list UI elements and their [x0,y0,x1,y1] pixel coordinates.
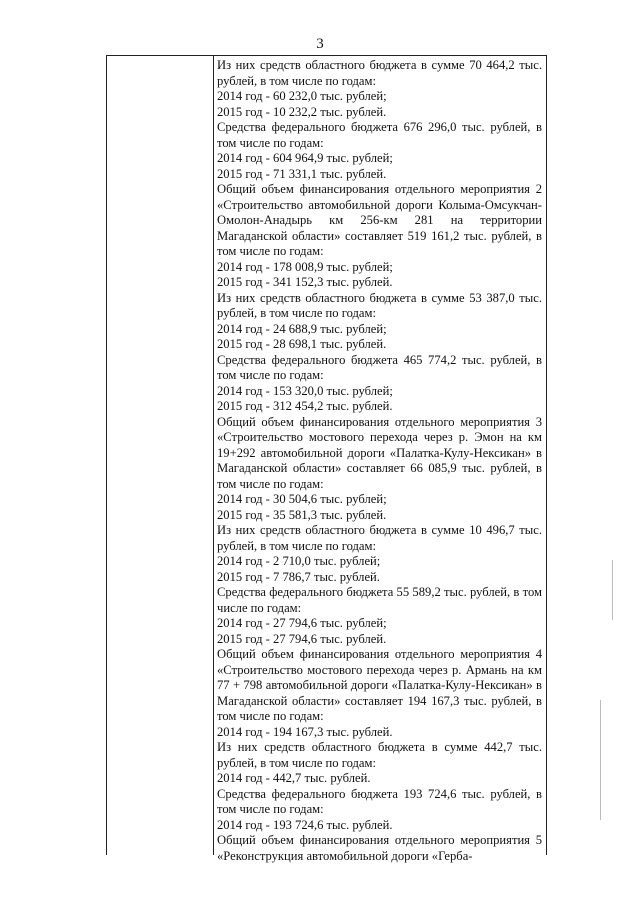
financing-text-cell [217,58,542,864]
text-paragraph: 2014 год - 442,7 тыс. рублей. [217,771,371,785]
text-paragraph: 2015 год - 341 152,3 тыс. рублей. [217,275,393,289]
text-paragraph: Общий объем финансирования отдельного мероприятия 3 «Строительство мостового перехода через р. Эмон на км 19+292 автомобильной дороги «Палатка-Кулу-Нексикан» в Магаданской области» составляет 66 085,9 тыс. рублей, в том числе по годам: [217,414,542,491]
text-paragraph: 2014 год - 178 008,9 тыс. рублей; [217,259,393,274]
scan-artifact [612,560,613,620]
text-paragraph: 2015 год - 71 331,1 тыс. рублей. [217,166,387,181]
page-number: 3 [316,36,324,52]
text-paragraph: 2015 год - 28 698,1 тыс. рублей. [217,337,387,351]
text-paragraph: Общий объем финансирования отдельного мероприятия 2 «Строительство автомобильной дороги Колыма-Омсукчан-Омолон-Анадырь км 256-км 281 на территории Магаданской области» составляет 519 161,2 тыс. рублей, в том числе по годам: [217,182,542,258]
text-paragraph: Средства федерального бюджета 676 296,0 тыс. рублей, в том числе по годам: [217,120,542,150]
text-paragraph: Общий объем финансирования отдельного мероприятия 5 «Реконструкция автомобильной дороги «Герба- [217,833,542,863]
text-paragraph: 2015 год - 10 232,2 тыс. рублей. [217,104,387,119]
text-paragraph: 2014 год - 60 232,0 тыс. рублей; [217,89,387,103]
text-paragraph: 2015 год - 35 581,3 тыс. рублей. [217,507,387,522]
text-paragraph: Средства федерального бюджета 465 774,2 тыс. рублей, в том числе по годам: [217,352,542,382]
text-paragraph: Из них средств областного бюджета в сумме 442,7 тыс. рублей, в том числе по годам: [217,740,542,770]
text-paragraph: Средства федерального бюджета 55 589,2 тыс. рублей, в том числе по годам: [217,585,542,615]
text-paragraph: 2014 год - 194 167,3 тыс. рублей. [217,724,393,739]
text-paragraph: 2015 год - 312 454,2 тыс. рублей. [217,399,393,413]
text-paragraph: 2014 год - 193 724,6 тыс. рублей. [217,817,393,832]
text-paragraph: Из них средств областного бюджета в сумме 70 464,2 тыс. рублей, в том числе по годам: [217,58,542,88]
scan-artifact [600,700,601,820]
budget-table [106,55,547,863]
text-paragraph: 2015 год - 27 794,6 тыс. рублей. [217,631,387,646]
text-paragraph: Из них средств областного бюджета в сумме 53 387,0 тыс. рублей, в том числе по годам: [217,290,542,320]
column-divider [213,56,214,855]
text-paragraph: Из них средств областного бюджета в сумме 10 496,7 тыс. рублей, в том числе по годам: [217,523,542,553]
text-paragraph: 2015 год - 7 786,7 тыс. рублей. [217,569,380,584]
text-paragraph: Средства федерального бюджета 193 724,6 тыс. рублей, в том числе по годам: [217,786,542,816]
text-paragraph: Общий объем финансирования отдельного мероприятия 4 «Строительство мостового перехода через р. Армань на км 77 + 798 автомобильной дороги «Палатка-Кулу-Нексикан» в Магаданской области» составляет 194 167,3 тыс. рублей, в том числе по годам: [217,647,542,723]
text-paragraph: 2014 год - 153 320,0 тыс. рублей; [217,383,393,398]
text-paragraph: 2014 год - 604 964,9 тыс. рублей; [217,151,393,165]
text-paragraph: 2014 год - 30 504,6 тыс. рублей; [217,492,387,506]
text-paragraph: 2014 год - 2 710,0 тыс. рублей; [217,554,381,568]
text-paragraph: 2014 год - 27 794,6 тыс. рублей; [217,616,387,630]
text-paragraph: 2014 год - 24 688,9 тыс. рублей; [217,321,387,336]
